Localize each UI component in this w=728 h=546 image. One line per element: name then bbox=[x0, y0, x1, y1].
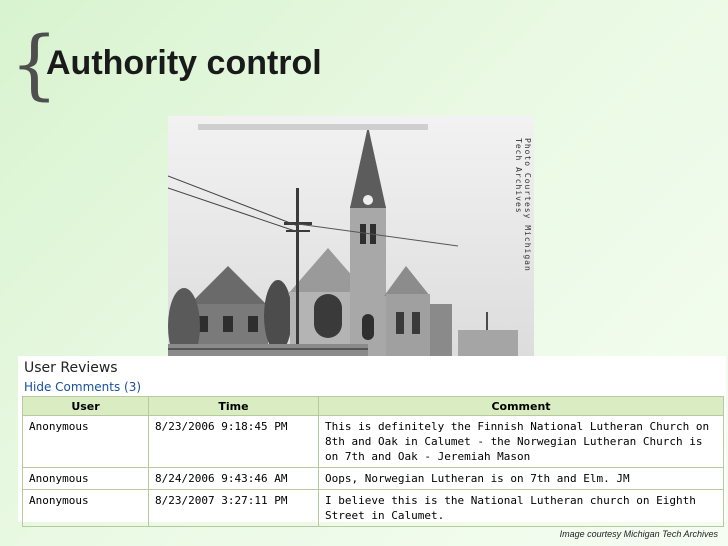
column-header-time[interactable]: Time bbox=[149, 397, 319, 416]
image-caption: Image courtesy Michigan Tech Archives bbox=[559, 529, 718, 539]
table-row bbox=[23, 468, 724, 490]
review-time: 8/23/2006 9:18:45 PM bbox=[149, 416, 319, 468]
church-photo-illustration bbox=[168, 116, 534, 394]
review-user: Anonymous bbox=[23, 490, 149, 527]
review-comment: This is definitely the Finnish National Lutheran Church on 8th and Oak in Calumet - the Norwegian Lutheran Church is on 7th and Oak - Jeremiah Mason bbox=[319, 416, 724, 468]
hide-comments-link[interactable]: Hide Comments (3) bbox=[24, 380, 142, 394]
title-brace-decoration: { bbox=[10, 19, 59, 108]
review-user: Anonymous bbox=[23, 468, 149, 490]
church-photo bbox=[168, 116, 534, 394]
user-reviews-panel bbox=[18, 356, 726, 522]
table-row bbox=[23, 416, 724, 468]
reviews-table-header bbox=[23, 397, 724, 416]
review-time: 8/23/2007 3:27:11 PM bbox=[149, 490, 319, 527]
column-header-comment[interactable]: Comment bbox=[319, 397, 724, 416]
photo-credit-text: Photo Courtesy Michigan Tech Archives bbox=[514, 138, 532, 272]
review-comment: I believe this is the National Lutheran church on Eighth Street in Calumet. bbox=[319, 490, 724, 527]
review-time: 8/24/2006 9:43:46 AM bbox=[149, 468, 319, 490]
review-comment: Oops, Norwegian Lutheran is on 7th and Elm. JM bbox=[319, 468, 724, 490]
column-header-user[interactable]: User bbox=[23, 397, 149, 416]
review-user: Anonymous bbox=[23, 416, 149, 468]
user-reviews-heading: User Reviews bbox=[24, 360, 118, 376]
slide-title: Authority control bbox=[46, 44, 322, 82]
reviews-table bbox=[22, 396, 724, 527]
table-row bbox=[23, 490, 724, 527]
